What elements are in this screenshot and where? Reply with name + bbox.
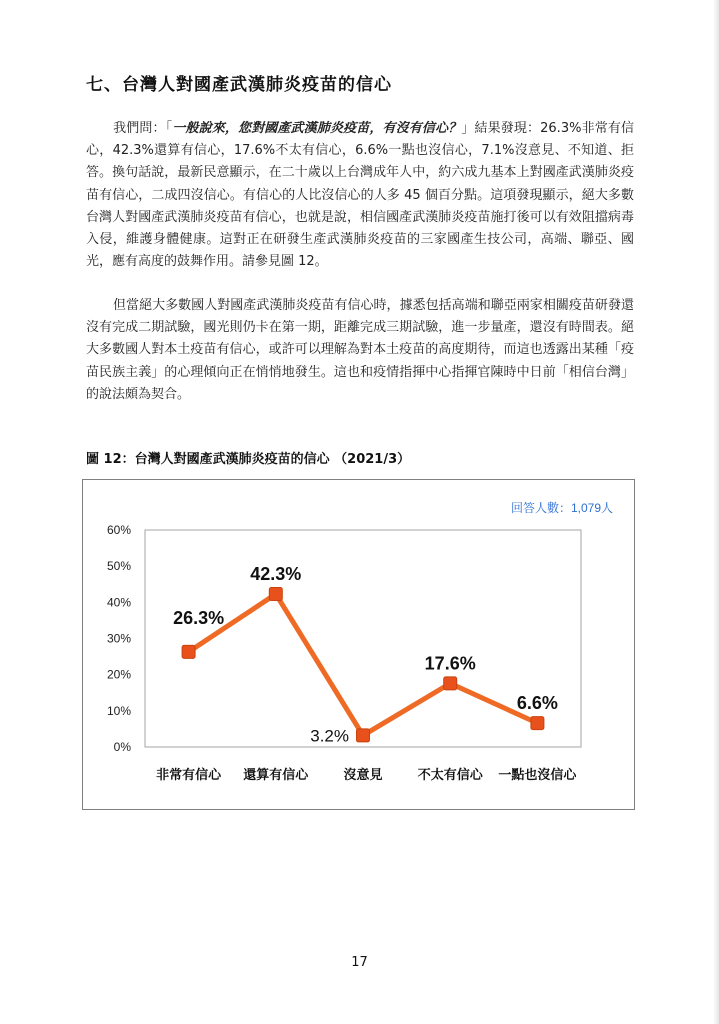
y-tick-label: 10%: [106, 703, 131, 718]
data-point-marker: [269, 588, 282, 601]
y-tick-label: 40%: [106, 595, 131, 610]
x-category-label: 非常有信心: [156, 768, 222, 783]
paragraph-2: [86, 295, 634, 406]
y-tick-label: 60%: [106, 523, 131, 537]
data-point-marker: [182, 645, 195, 658]
y-tick-label: 20%: [106, 667, 131, 682]
x-category-label: 沒意見: [343, 768, 383, 783]
respondent-count-note: 回答人數：1,079人: [510, 501, 613, 515]
page-edge-shadow: [713, 0, 719, 1024]
y-tick-label: 50%: [106, 559, 131, 574]
data-point-marker: [357, 729, 370, 742]
data-label: 6.6%: [516, 693, 558, 714]
survey-question: 一般說來，您對國產武漢肺炎疫苗，有沒有信心？: [172, 121, 462, 136]
x-category-label: 還算有信心: [243, 768, 309, 783]
paragraph-1-prefix: 我們問：「: [113, 121, 173, 136]
data-point-marker: [444, 677, 457, 690]
line-chart: [83, 480, 634, 809]
y-tick-label: 30%: [106, 631, 131, 646]
data-label: 42.3%: [250, 564, 302, 585]
section-heading: 七、台灣人對國產武漢肺炎疫苗的信心: [86, 75, 392, 95]
paragraph-1-body: 」結果發現：26.3%非常有信心，42.3%還算有信心，17.6%不太有信心，6.6%一點也沒信心，7.1%沒意見、不知道、拒答。換句話說，最新民意顯示，在二十歲以上台灣成年人中，約六成九基本上對國產武漢肺炎疫苗有信心，二成四沒信心。有信心的人比沒信心的人多 45 個百分點。這項發現顯示，絕大多數台灣人對國產武漢肺炎疫苗有信心，也就是說，相信國產武漢肺炎疫苗施打後可以有效阻擋病毒入侵，維護身體健康。這對正在研發生產武漢肺炎疫苗的三家國產生技公司，高端、聯亞、國光，應有高度的鼓舞作用。請參見圖 12。: [86, 121, 634, 270]
chart-frame: [82, 479, 635, 810]
x-category-label: 一點也沒信心: [498, 768, 577, 783]
paragraph-2-body: 但當絕大多數國人對國產武漢肺炎疫苗有信心時，據悉包括高端和聯亞兩家相關疫苗研發還沒有完成二期試驗，國光則仍卡在第一期，距離完成三期試驗，進一步量產，還沒有時間表。絕大多數國人對本土疫苗有信心，或許可以理解為對本土疫苗的高度期待，而這也透露出某種「疫苗民族主義」的心理傾向正在悄悄地發生。這也和疫情指揮中心指揮官陳時中日前「相信台灣」的說法頗為契合。: [86, 298, 634, 402]
data-label: 26.3%: [173, 607, 225, 628]
figure-caption: 圖 12：台灣人對國產武漢肺炎疫苗的信心 （2021/3）: [86, 452, 411, 467]
x-category-label: 不太有信心: [417, 768, 483, 783]
data-point-marker: [531, 717, 544, 730]
y-tick-label: 0%: [113, 740, 131, 754]
paragraph-1: [86, 118, 634, 273]
data-label: 3.2%: [310, 726, 349, 746]
data-label: 17.6%: [424, 653, 476, 674]
page-number: 17: [351, 955, 368, 970]
